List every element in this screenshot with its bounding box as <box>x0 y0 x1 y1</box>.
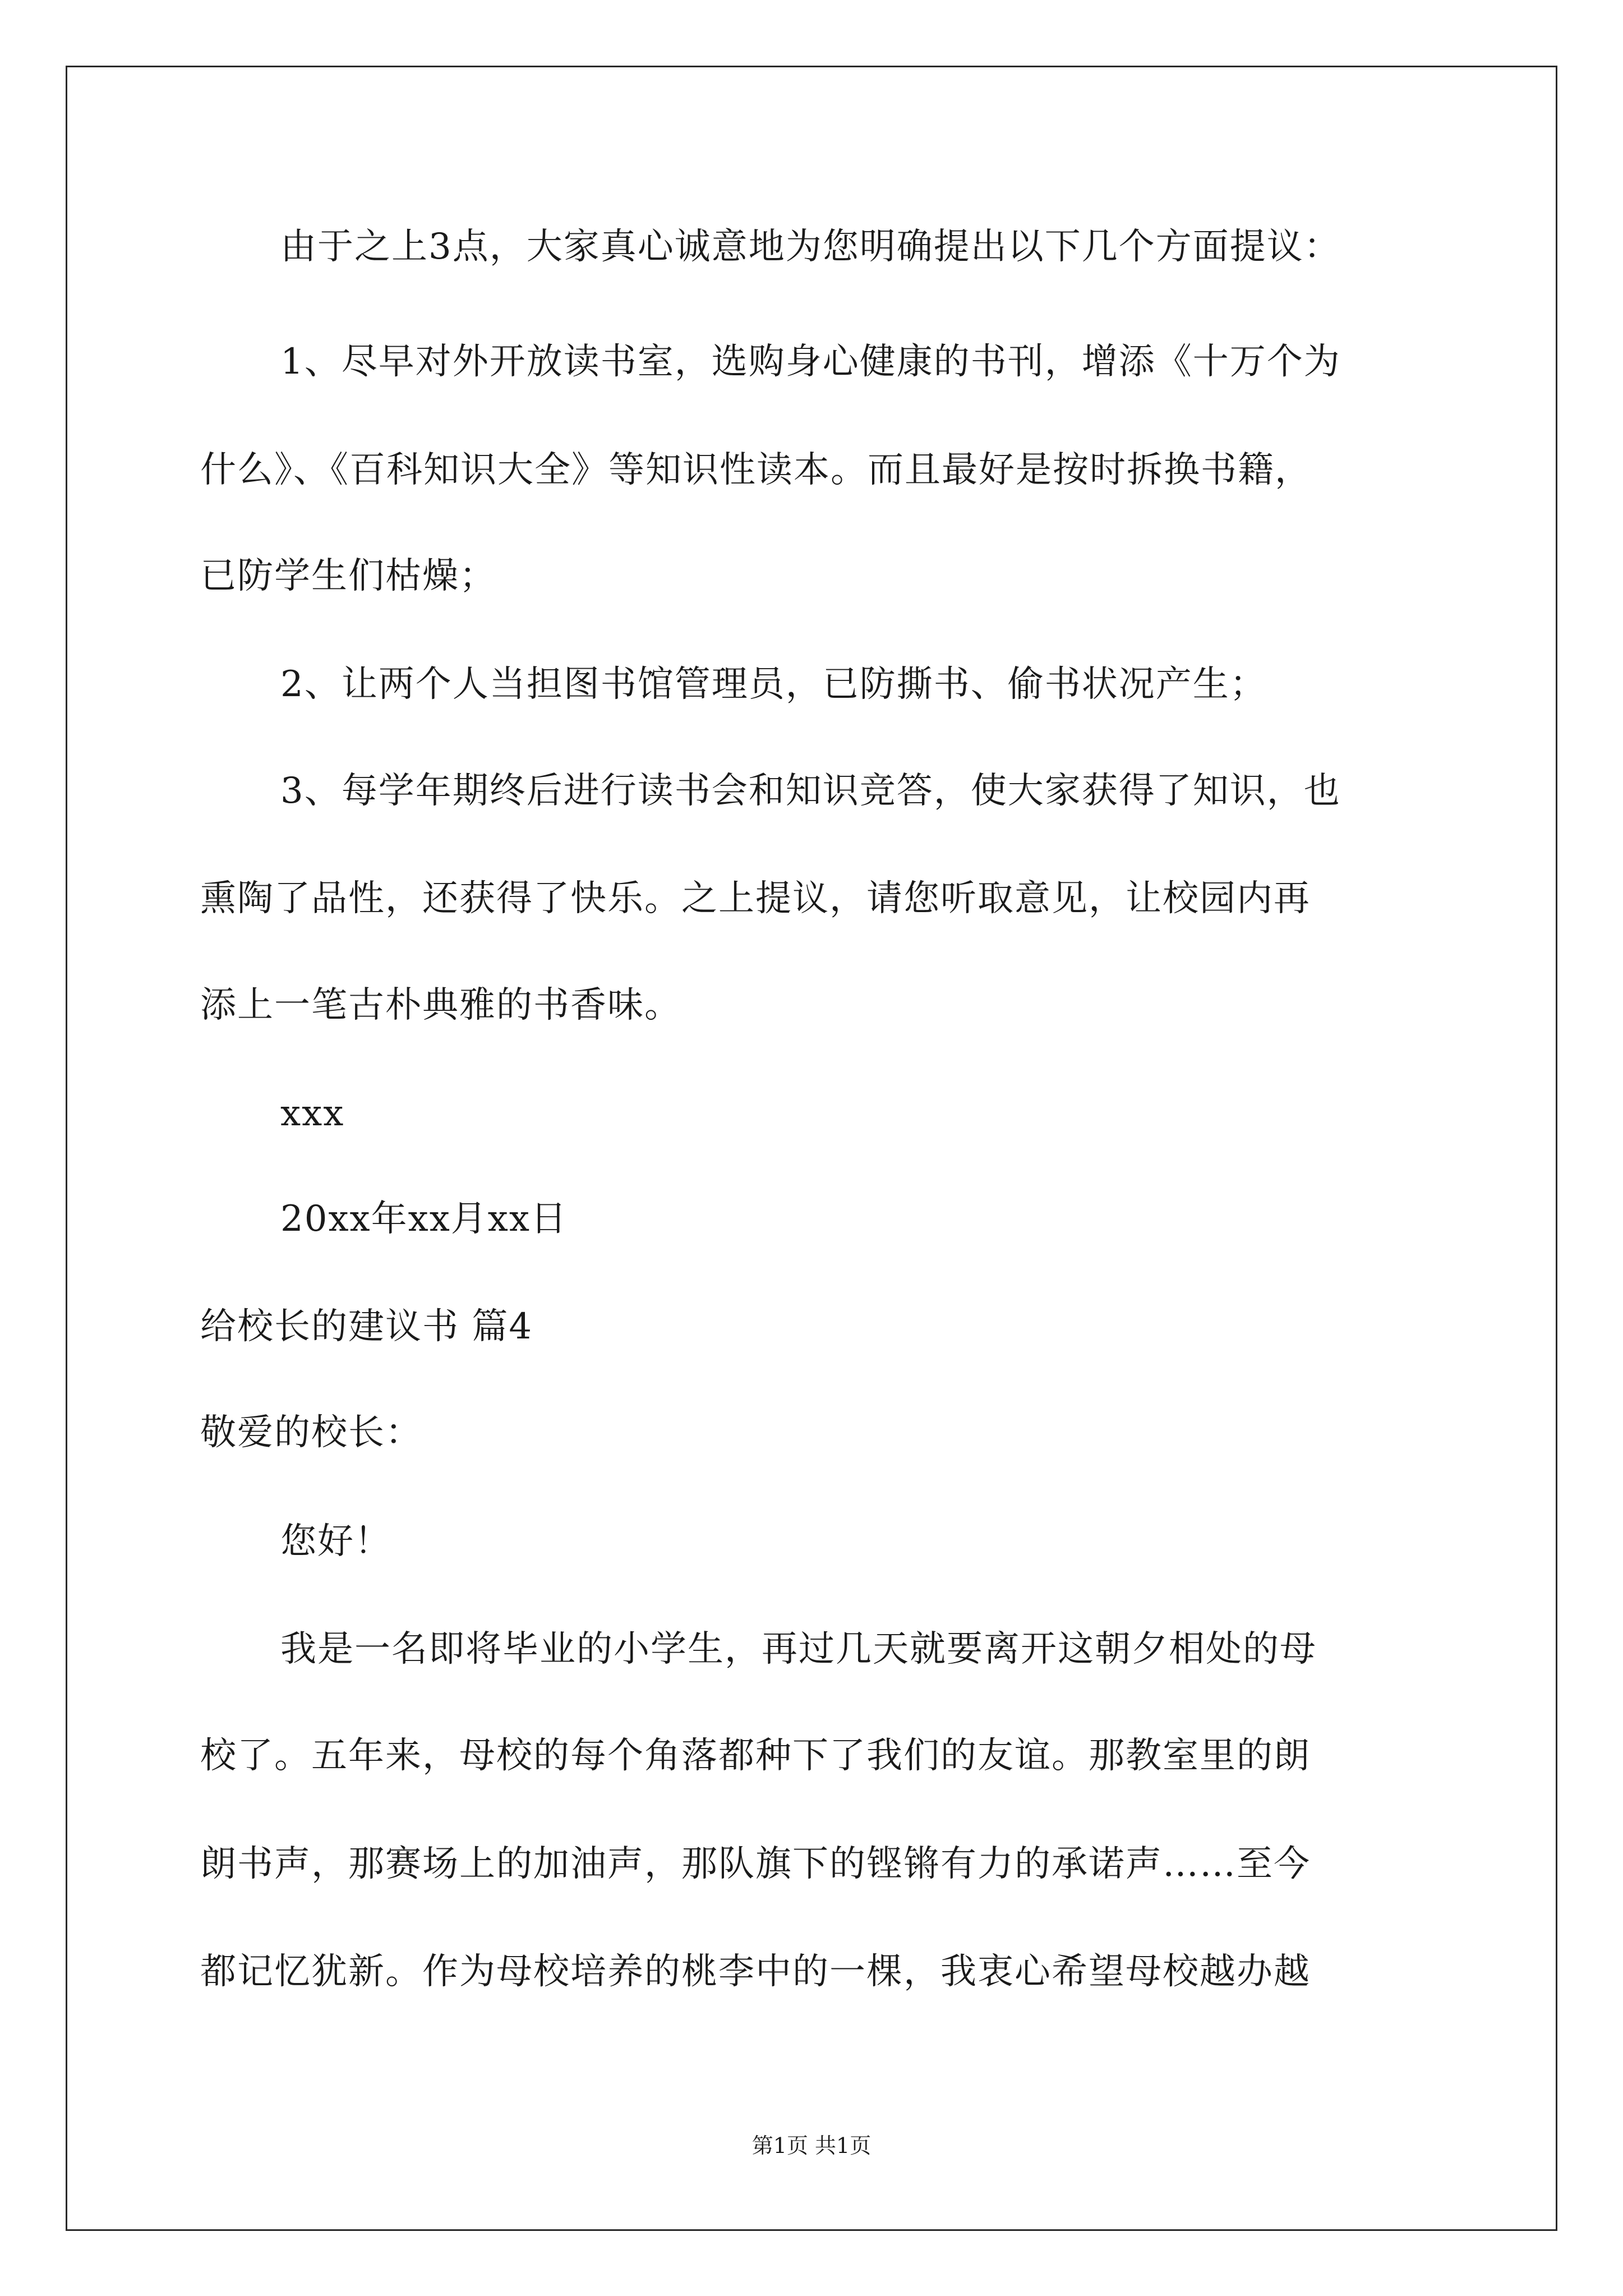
paragraph-line: 已防学生们枯燥； <box>200 555 496 597</box>
paragraph-line: 3、每学年期终后进行读书会和知识竞答，使大家获得了知识，也 <box>280 770 1341 812</box>
salutation-line: 敬爱的校长： <box>200 1412 422 1453</box>
paragraph-line: 我是一名即将毕业的小学生，再过几天就要离开这朝夕相处的母 <box>280 1628 1317 1670</box>
greeting-line: 您好！ <box>280 1521 391 1562</box>
paragraph-line: 校了。五年来，母校的每个角落都种下了我们的友谊。那教室里的朗 <box>200 1735 1311 1777</box>
paragraph-line: 1、尽早对外开放读书室，选购身心健康的书刊，增添《十万个为 <box>280 341 1341 383</box>
paragraph-line: 都记忆犹新。作为母校培养的桃李中的一棵，我衷心希望母校越办越 <box>200 1951 1311 1993</box>
paragraph-line: 添上一笔古朴典雅的书香味。 <box>200 984 681 1026</box>
page-footer: 第1页 共1页 <box>751 2133 872 2158</box>
signature-line: xxx <box>280 1093 345 1134</box>
paragraph-line: 朗书声，那赛场上的加油声，那队旗下的铿锵有力的承诺声……至今 <box>200 1843 1311 1885</box>
paragraph-line: 2、让两个人当担图书馆管理员，已防撕书、偷书状况产生； <box>280 664 1267 705</box>
date-line: 20xx年xx月xx日 <box>280 1198 568 1240</box>
page-border <box>66 66 1557 2231</box>
section-heading: 给校长的建议书 篇4 <box>200 1306 533 1347</box>
paragraph-line: 由于之上3点，大家真心诚意地为您明确提出以下几个方面提议： <box>280 226 1341 268</box>
paragraph-line: 什么》、《百科知识大全》等知识性读本。而且最好是按时拆换书籍， <box>200 449 1312 491</box>
paragraph-line: 熏陶了品性，还获得了快乐。之上提议，请您听取意见，让校园内再 <box>200 878 1311 919</box>
